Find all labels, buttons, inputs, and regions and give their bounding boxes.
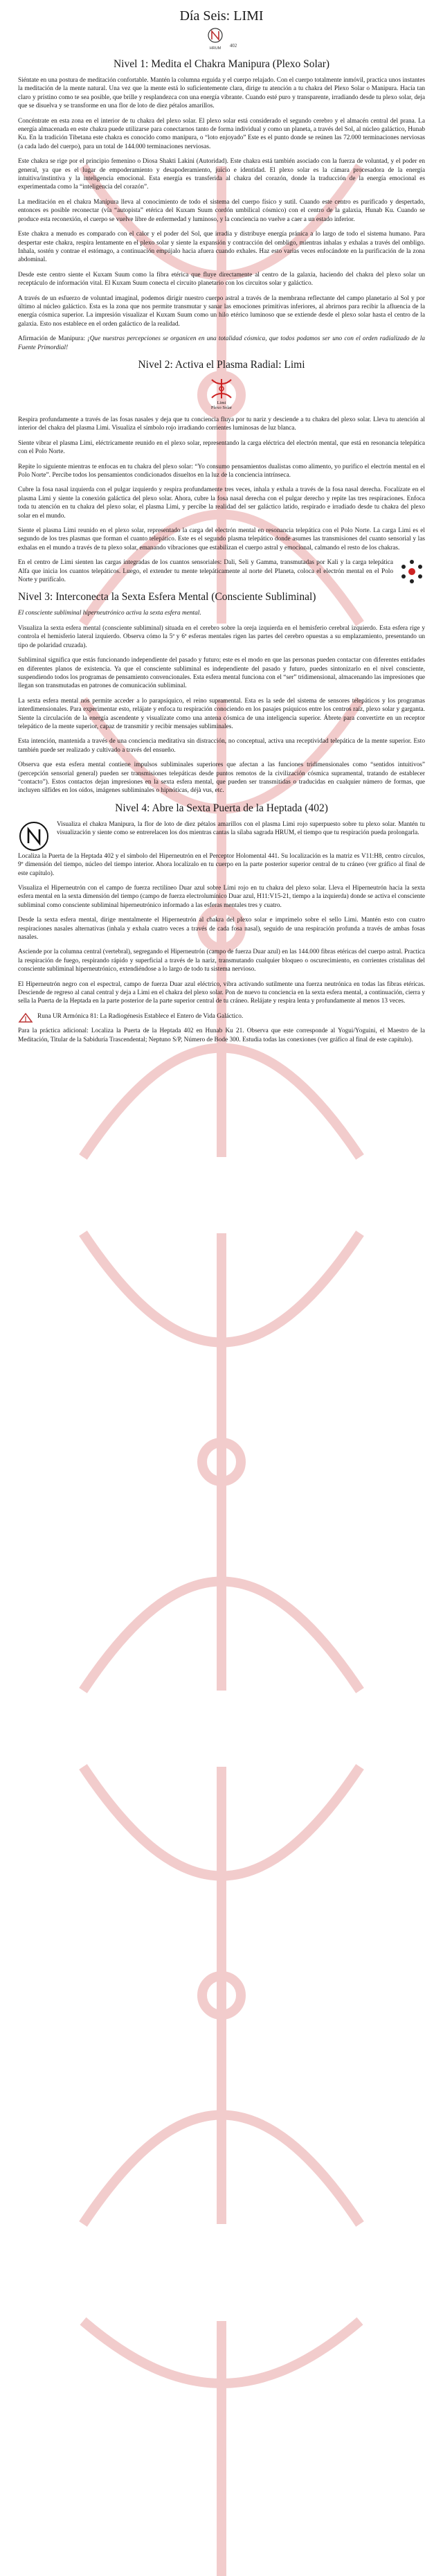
limi-plasma-figure <box>18 377 425 410</box>
section4-paragraph: El Hiperneutrón negro con el espectral, campo de fuerza Duar azul eléctrico, vibra activando sutilmente una fuerza neutrónica en todas las fibras etéricas. Desciende de regreso al canal central y deja a Limi en el chakra del plexo solar. Pon de nuevo tu conciencia en la sexta esfera mental, a continuación, cierra y sella la Puerta de la Heptada en la parte posterior de la parte superior central de tu cráneo. Relájate y respira lenta y profundamente al menos 13 veces. <box>18 980 425 1005</box>
section3-paragraph: Observa que esta esfera mental contiene impulsos subliminales superiores que afectan a las funciones tridimensionales como “sentidos intuitivos” (percepción sensorial general) pueden ser transmisiones telepáticas desde puntos remotos de la civilización cósmica supramental, tratando de establecer “contacto”). Estos contactos dejan impresiones en la sexta esfera mental, que pueden ser transmitidas o traducidas en cualquier número de formas, que incluyen sílfides en los oídos, imágenes subliminales o hipnóticas, déjà vus, etc. <box>18 761 425 795</box>
affirmation-text: ¡Que nuestras percepciones se organicen en una totalidad cósmica, que todos podamos ser uno con el orden radializado de la Fuente Primordial! <box>18 335 425 351</box>
section-heading-4: Nivel 4: Abre la Sexta Puerta de la Heptada (402) <box>115 802 328 814</box>
section1-paragraph: A través de un esfuerzo de voluntad imaginal, podemos dirigir nuestro cuerpo astral a través de la membrana reflectante del campo planetario al Sol y por último al núcleo galáctico. Esta es la zona que nos permite transmutar y sanar las emociones primitivas inferiores, al abrirnos para recibir la afluencia de la energía cósmica superior. La impresión visualizar el Kuxam Suum como un hilo etérico luminoso que se extiende desde el plexo solar hasta el centro de la galaxia. Esto nos establece en el orden galáctico de la realidad. <box>18 294 425 328</box>
seal-number: 402 <box>229 43 237 48</box>
hrum-seal <box>18 26 425 51</box>
section1-paragraph: Concéntrate en esta zona en el interior de tu chakra del plexo solar. El plexo solar está considerado el segundo cerebro y el almacén central del prana. La energía almacenada en este chakra puede utilizarse para conectarnos tanto de forma individual y como un planeta, a través del Sol, al núcleo galáctico, Hunab Ku. En la tradición Tibetana este chakra es conocido como manipura, o “loto enjoyado” Este es el punto donde se reúnen las 72.000 terminaciones nerviosas (a cada lado del cuerpo), para un total de 144.000 terminaciones nerviosas. <box>18 117 425 150</box>
hyperneutron-icon <box>18 820 50 852</box>
section3-intro: El consciente subliminal hiperneutrónico activa la sexta esfera mental. <box>18 610 201 617</box>
manipura-affirmation <box>18 335 425 352</box>
section-heading-3: Nivel 3: Interconecta la Sexta Esfera Mental (Consciente Subliminal) <box>18 591 316 603</box>
section1-paragraph: Este chakra a menudo es comparado con el calor y el poder del Sol, que irradia y distribuye energía pránica a lo largo de todo el sistema humano. Para despertar este chakra, respira lentamente en el plexo solar y siente la expansión y contracción del ombligo, mientras inhalas y exhalas a través del ombligo. Inhala, sostén y contrae el estómago, a continuación empújalo hacia afuera cuando exhales. Haz esto varias veces enfocándote en la purificación de la zona abdominal. <box>18 231 425 264</box>
section2-last-block <box>18 558 425 584</box>
six-dot-symbol-icon <box>399 558 425 585</box>
section3-paragraph: La sexta esfera mental nos permite acceder a lo parapsíquico, el reino supramental. Esta es la sede del sistema de sensores telepáticos y los programas interdimensionales. Para experimentar esto, relájate y enfoca tu respiración conociendo en los pasajes psíquicos entre los centros raíz, plexo solar y garganta. Siente la circulación de la energía ascendente y visualízate como una antena cósmica de una inteligencia superior. Ábrete para convertirte en un receptor telepático de la mente superior, capaz de transmitir y recibir mensajes subliminales. <box>18 697 425 730</box>
section2-paragraph: Respira profundamente a través de las fosas nasales y deja que tu conciencia fluya por tu nariz y desciende a tu chakra del plexo solar. Lleva tu atención al interior del chakra del plasma Limi. Visualiza el símbolo rojo irradiando corrientes luminosas de luz blanca. <box>18 416 425 432</box>
rune-icon <box>18 1012 33 1023</box>
section4-paragraph: Desde la sexta esfera mental, dirige mentalmente el Hiperneutrón al chakra del plexo solar e imprímelo sobre el sello Limi. Mantén esto con cuatro respiraciones nasales alternativas (inhala y exhala cuatro veces a través de cada fosa nasal), seguido de una respiración profunda a través de ambas fosas nasales. <box>18 917 425 942</box>
plasma-caption-name: Limi <box>217 400 226 405</box>
section4-paragraph: Visualiza el chakra Manipura, la flor de loto de diez pétalos amarillos con el plasma Limi rojo superpuesto sobre tu plexo solar. Mantén tu visualización y siente como se entrerelacen los dos mientras cantas la sílaba sagrada HRUM, el tiempo que tu respiración pueda prolongarla. <box>57 820 425 837</box>
section1-paragraph: Siéntate en una postura de meditación confortable. Mantén la columna erguida y el cuerpo relajado. Con el cuerpo totalmente inmóvil, practica unos instantes la meditación de la mente natural. Una vez que la mente está lo suficientemente clara, dirige tu atención a tu chakra del Plexo Solar o Manipura. Hacía tan claro y prístino como te sea posible, que brille y resplandezca con una energía vibrante. Cuando esté puro y transparente, irradiando desde tu plexo solar, deja que se disuelva y se transforme en una flor de loto de diez pétalos amarillos. <box>18 77 425 110</box>
section3-paragraph: Visualiza la sexta esfera mental (consciente subliminal) situada en el cerebro sobre la oreja izquierda en el hemisferio cerebral izquierdo. Esta esfera rige y controla el hemisferio lateral izquierdo. Observa cómo la 5ª y 6ª esferas mentales rigen las partes del cerebro opuestas a su emplazamiento, presentando un tipo de polaridad cruzada). <box>18 624 425 649</box>
section3-paragraph: Esta intención, mantenida a través de una conciencia meditativa sin distracción, no conceptual, activa una receptividad telepática de la mente superior. Esto también puede ser realizado y cultivado a través del ensueño. <box>18 738 425 754</box>
rune-text: Runa UR Armónica 81: La Radiogénesis Establece el Entero de Vida Galáctico. <box>37 1012 244 1020</box>
section4-paragraph: Visualiza el Hiperneutrón con el campo de fuerza rectilíneo Duar azul sobre Limi rojo en tu chakra del plexo solar. Lleva el Hiperneutrón hacia la sexta esfera mental en la sexta dimensión del tiempo (campo de fuerza electrolumínico Duar azul, H11:V15-21, tiempo a la izquierda) donde se activa el consciente subliminal como consciente subliminal hiperneutrónico informado a las esferas mentales tres y cuatro. <box>18 885 425 909</box>
document-page <box>0 7 443 1044</box>
seal-label: HRUM <box>209 46 221 51</box>
hrum-glyph-icon <box>206 27 224 51</box>
section1-paragraph: La meditación en el chakra Manipura lleva al conocimiento de todo el sistema del cuerpo físico y sutil. Cuando este centro es purificado y despertado, entonces es posible reconectar (vía “autopista” etérica del Kuxam Suum cordón umbilical cósmico) con el centro de la galaxia, Hunab Ku. Cuando se produce esta reconexión, el cuerpo se vuelve libre de enfermedad y luminoso, y la conciencia no vuelve a caer a un estado inferior. <box>18 198 425 223</box>
rune-line <box>18 1012 425 1027</box>
section1-paragraph: Este chakra se rige por el principio femenino o Diosa Shakti Lakini (Autoridad). Este chakra está también asociado con la fuerza de voluntad, y el poder en general, ya que es el lugar de empoderamiento y desapoderamiento, juicio e identidad. El plexo solar es la cámara procesadora de la energía intuitiva/instintiva y la inteligencia emocional. Esta energía es transferida al chakra del corazón, donde la traducción de la energía emocional es experimentada como la “inteligencia del corazón”. <box>18 158 425 191</box>
section-heading-2: Nivel 2: Activa el Plasma Radial: Limi <box>138 358 305 371</box>
page-title: Día Seis: LIMI <box>179 8 264 24</box>
section2-paragraph: Repite lo siguiente mientras te enfocas en tu chakra del plexo solar: “Yo consumo pensamientos dualistas como alimento, yo purifico el electrón mental en el Polo Norte”. Percibe todos los pensamientos condicionados disueltos en la luz de la conciencia intrínseca. <box>18 463 425 479</box>
section3-paragraph: Subliminal significa que estás funcionando independiente del pasado y futuro; este es el modo en que las personas pueden contactar con diferentes entidades en diferentes planos de existencia. Ya que el consciente subliminal es independiente del pasado y futuro, puedes sintonizarlo en el nivel consciente, suspendiendo todos los programas de pensamiento convencionales. Esta esfera mental funciona con el “ser” tridimensional, almacenando las impresiones que llegan son transmutadas en patrones de comunicación subliminal. <box>18 657 425 690</box>
section4-paragraph: Asciende por la columna central (vertebral), segregando el Hiperneutrón (campo de fuerza Duar azul) en las 144.000 fibras etéricas del cuerpo astral. Practica la respiración de fuego, respirando rápido y superficial a través de la nariz, transmutando cualquier bloqueo o oscurecimiento, en corrientes cristalinas del consciente subliminal hiperneutrónico, extendiéndose a lo largo de todo tu sistema nervioso. <box>18 949 425 973</box>
section2-paragraph: Siente vibrar el plasma Limi, eléctricamente reunido en el plexo solar, representando la carga eléctrica del electrón mental, que está en resonancia telepática con el Polo Norte. <box>18 439 425 456</box>
affirmation-label: Afirmación de Manipura: <box>18 335 85 343</box>
section1-paragraph: Desde este centro siente el Kuxam Suum como la fibra etérica que fluye directamente al centro de la galaxia, haciendo del chakra del plexo solar un receptáculo de información vital. El Kuxam Suum conecta el circuito planetario con los circuitos solar y galáctico. <box>18 271 425 288</box>
section2-paragraph: Siente el plasma Limi reunido en el plexo solar, representado la carga del electrón mental en resonancia telepática con el Polo Norte. La carga Limi es el segundo de los tres plasmas que forman el cuanto telepático. Este es el segundo plasma telepático donde asumes las transmisiones del cuanto sensorial y las exhalas en el mundo a través de tu plexo solar, emanando vibraciones que estabilizan el cuerpo astral y emocional, calmando el resto de los chakras. <box>18 527 425 552</box>
section-heading-1: Nivel 1: Medita el Chakra Manipura (Plexo Solar) <box>113 58 330 70</box>
section4-final-paragraph: Para la práctica adicional: Localiza la Puerta de la Heptada 402 en Hunab Ku 21. Observa que este corresponde al Yogui/Yoguini, el Maestro de la Meditación, Titular de la Sabiduría Trascendental; Neptuno S/P, Número de Bode 300. Estudia todas las conexiones (ver gráfico al final de este capítulo). <box>18 1027 425 1043</box>
section2-paragraph: En el centro de Limi sienten las cargas integradas de los cuantos sensoriales: Dali, Seli y Gamma, transmutadas por Kali y la carga telepática Alfa que inicia los cuantos telepáticos. Luego, el extender tu mente telepáticamente al norte del Planeta, coloca el electrón mental en el Polo Norte y purifícalo. <box>18 559 393 584</box>
hyperneutron-intro <box>18 820 425 852</box>
section2-paragraph: Cubre la fosa nasal izquierda con el pulgar izquierdo y respira profundamente tres veces, inhala y exhala a través de la fosa nasal derecha. Focalízate en el plasma Limi y siente la conexión galáctica del plexo solar. Ahora, cubre la fosa nasal derecha con el pulgar derecho y repite las tres respiraciones. Enfoca toda tu atención en tu chakra del plexo solar, el plasma Limi, y percibe la realidad del ser galáctico latido, respirado e irradiado desde tu chakra del plexo solar en el mundo. <box>18 486 425 520</box>
limi-plasma-icon <box>208 377 235 400</box>
section4-paragraph: Localiza la Puerta de la Heptada 402 y el símbolo del Hiperneutrón en el Perceptor Holomental 441. Su localización es la matriz es V11:H8, centro círculos, 9º dimensión del tiempo, núcleo del tiempo interior. Ahora localízalo en tu cuerpo en la parte posterior superior central de tu cráneo (ver gráfico al final de este capítulo). <box>18 852 425 877</box>
plasma-caption-chakra: Plexo Solar <box>210 405 233 410</box>
